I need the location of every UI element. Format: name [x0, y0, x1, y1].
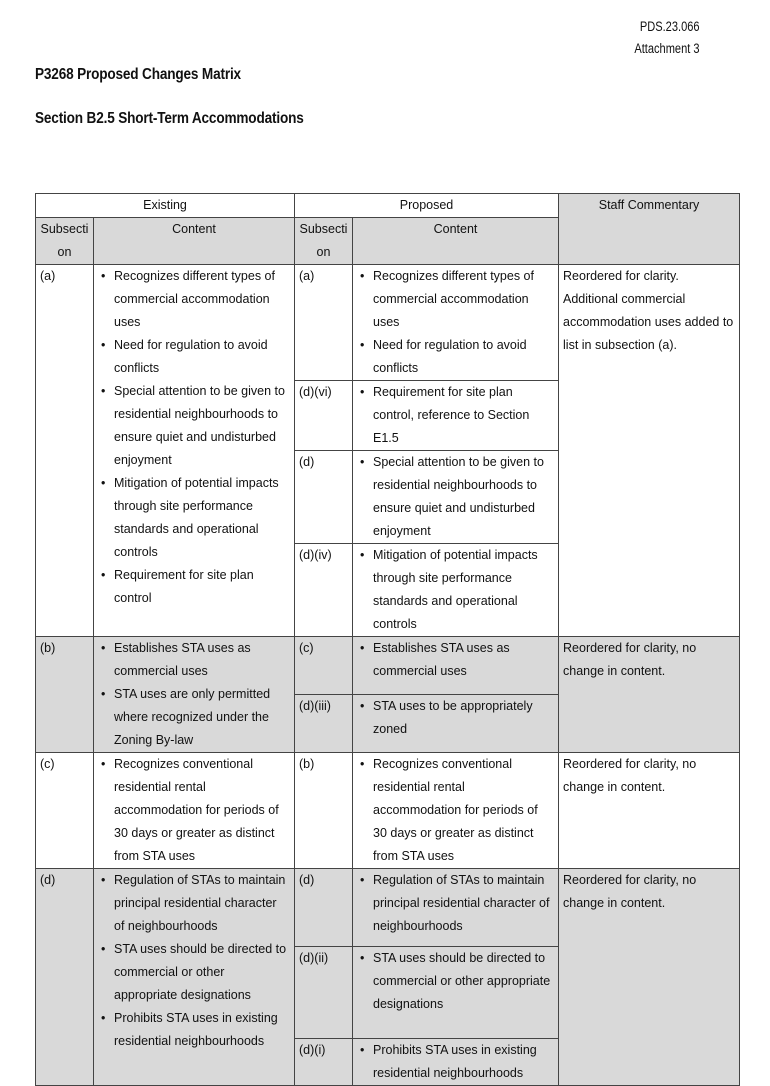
proposed-subsection-cell: (d) — [295, 451, 353, 544]
proposed-content-cell — [353, 381, 559, 451]
list-item: • Establishes STA uses as commercial uses — [373, 637, 554, 683]
table-row — [36, 637, 740, 695]
header-existing-content: Content — [94, 218, 295, 265]
list-item: • Need for regulation to avoid conflicts — [373, 334, 554, 380]
list-item: • Recognizes conventional residential rental accommodation for periods of 30 days or greater as distinct from STA uses — [114, 753, 290, 868]
list-item: • Prohibits STA uses in existing residential neighbourhoods — [114, 1007, 290, 1053]
list-item: • STA uses to be appropriately zoned — [373, 695, 554, 741]
header-staff-commentary: Staff Commentary — [559, 194, 740, 265]
table-row — [36, 265, 740, 381]
page-title: P3268 Proposed Changes Matrix — [35, 66, 241, 83]
header-row-group — [36, 194, 740, 218]
existing-content-cell — [94, 637, 295, 753]
attachment-label: Attachment 3 — [634, 41, 700, 56]
existing-subsection-cell: (c) — [36, 753, 94, 869]
proposed-content-cell — [353, 451, 559, 544]
staff-commentary-cell: Reordered for clarity. Additional commercial accommodation uses added to list in subsection (a). — [559, 265, 740, 637]
proposed-content-cell — [353, 637, 559, 695]
document-reference — [635, 16, 700, 60]
proposed-subsection-cell: (b) — [295, 753, 353, 869]
header-proposed-content: Content — [353, 218, 559, 265]
proposed-content-cell — [353, 947, 559, 1039]
proposed-content-cell — [353, 544, 559, 637]
proposed-subsection-cell: (d)(iv) — [295, 544, 353, 637]
existing-subsection-cell: (d) — [36, 869, 94, 1086]
proposed-subsection-cell: (d)(ii) — [295, 947, 353, 1039]
proposed-subsection-cell: (d) — [295, 869, 353, 947]
header-proposed: Proposed — [295, 194, 559, 218]
proposed-content-cell — [353, 695, 559, 753]
list-item: • Need for regulation to avoid conflicts — [114, 334, 290, 380]
proposed-content-cell — [353, 265, 559, 381]
header-existing: Existing — [36, 194, 295, 218]
list-item: • Requirement for site plan control — [114, 564, 290, 610]
proposed-subsection-cell: (a) — [295, 265, 353, 381]
section-title: Section B2.5 Short-Term Accommodations — [35, 110, 304, 127]
proposed-content-cell — [353, 869, 559, 947]
staff-commentary-cell: Reordered for clarity, no change in content. — [559, 869, 740, 1086]
header-proposed-subsection: Subsection — [295, 218, 353, 265]
staff-commentary-cell: Reordered for clarity, no change in content. — [559, 637, 740, 753]
proposed-content-cell — [353, 753, 559, 869]
changes-matrix-table — [35, 193, 740, 1086]
existing-content-cell — [94, 265, 295, 637]
list-item: • Special attention to be given to residential neighbourhoods to ensure quiet and undisturbed enjoyment — [373, 451, 554, 543]
list-item: • Recognizes different types of commercial accommodation uses — [373, 265, 554, 334]
list-item: • Regulation of STAs to maintain principal residential character of neighbourhoods — [373, 869, 554, 938]
document-number: PDS.23.066 — [640, 19, 700, 34]
proposed-subsection-cell: (d)(i) — [295, 1039, 353, 1086]
existing-subsection-cell: (a) — [36, 265, 94, 637]
existing-content-cell — [94, 869, 295, 1086]
list-item: • Recognizes conventional residential rental accommodation for periods of 30 days or greater as distinct from STA uses — [373, 753, 554, 868]
list-item: • Mitigation of potential impacts through site performance standards and operational controls — [114, 472, 290, 564]
proposed-subsection-cell: (c) — [295, 637, 353, 695]
list-item: • Mitigation of potential impacts through site performance standards and operational controls — [373, 544, 554, 636]
existing-subsection-cell: (b) — [36, 637, 94, 753]
list-item: • Regulation of STAs to maintain principal residential character of neighbourhoods — [114, 869, 290, 938]
list-item: • STA uses should be directed to commercial or other appropriate designations — [373, 947, 554, 1016]
list-item: • Prohibits STA uses in existing residential neighbourhoods — [373, 1039, 554, 1085]
list-item: • Recognizes different types of commercial accommodation uses — [114, 265, 290, 334]
proposed-subsection-cell: (d)(iii) — [295, 695, 353, 753]
list-item: • Establishes STA uses as commercial uses — [114, 637, 290, 683]
staff-commentary-cell: Reordered for clarity, no change in content. — [559, 753, 740, 869]
list-item: • STA uses are only permitted where recognized under the Zoning By-law — [114, 683, 290, 752]
list-item: • STA uses should be directed to commercial or other appropriate designations — [114, 938, 290, 1007]
table-row — [36, 753, 740, 869]
table-row — [36, 869, 740, 947]
list-item: • Special attention to be given to residential neighbourhoods to ensure quiet and undisturbed enjoyment — [114, 380, 290, 472]
list-item: • Requirement for site plan control, reference to Section E1.5 — [373, 381, 554, 450]
existing-content-cell — [94, 753, 295, 869]
proposed-content-cell — [353, 1039, 559, 1086]
header-existing-subsection: Subsection — [36, 218, 94, 265]
proposed-subsection-cell: (d)(vi) — [295, 381, 353, 451]
